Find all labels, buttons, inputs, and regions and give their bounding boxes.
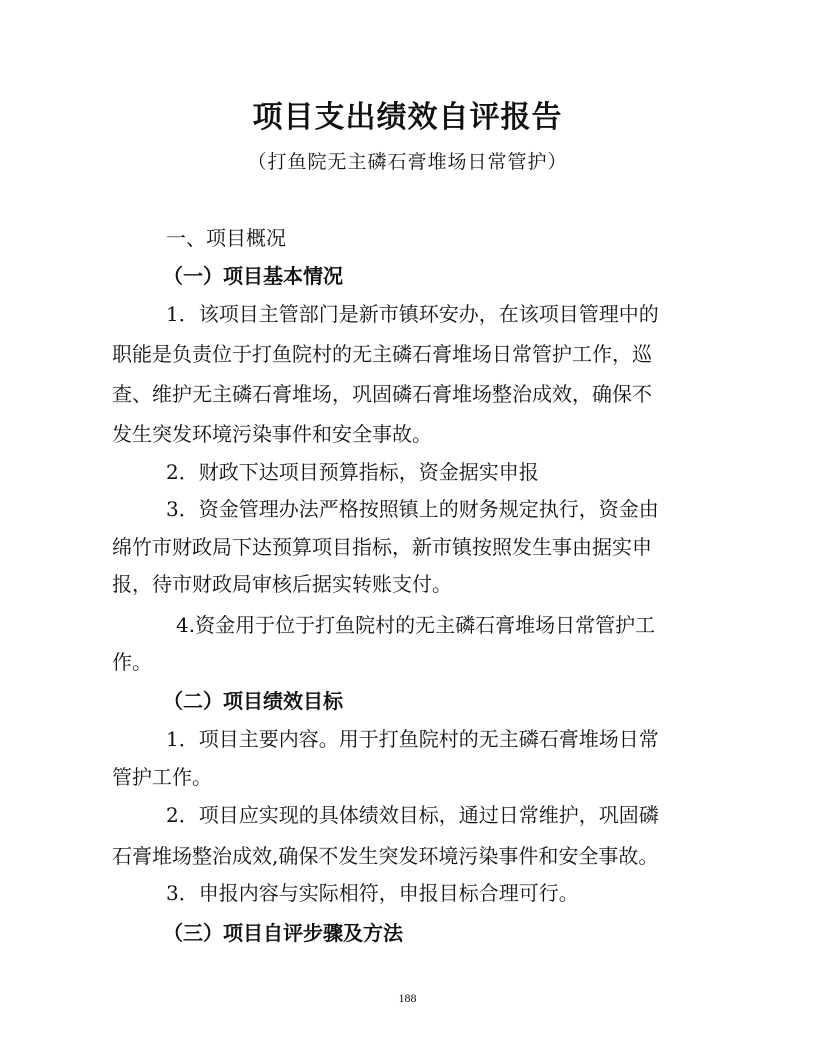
document-subtitle: （打鱼院无主磷石膏堆场日常管护） <box>247 151 568 173</box>
paragraph-line: 3．申报内容与实际相符，申报目标合理可行。 <box>166 881 579 905</box>
paragraph-line: 查、维护无主磷石膏堆场，巩固磷石膏堆场整治成效，确保不 <box>112 382 652 406</box>
document-title: 项目支出绩效自评报告 <box>252 100 563 135</box>
subsection-heading: （一）项目基本情况 <box>163 264 343 288</box>
paragraph-line: 2．财政下达项目预算指标，资金据实申报 <box>166 460 539 484</box>
subsection-heading: （二）项目绩效目标 <box>163 689 343 713</box>
paragraph-line: 2．项目应实现的具体绩效目标，通过日常维护，巩固磷 <box>166 803 659 827</box>
section-heading: 一、项目概况 <box>166 226 286 250</box>
paragraph-line: 报，待市财政局审核后据实转账支付。 <box>112 572 452 596</box>
paragraph-line: 管护工作。 <box>112 765 212 789</box>
page-number: 188 <box>398 991 417 1005</box>
subsection-heading: （三）项目自评步骤及方法 <box>163 921 403 945</box>
paragraph-line: 1．该项目主管部门是新市镇环安办，在该项目管理中的 <box>166 302 659 326</box>
paragraph-line: 4.资金用于位于打鱼院村的无主磷石膏堆场日常管护工 <box>176 613 656 637</box>
paragraph-line: 1．项目主要内容。用于打鱼院村的无主磷石膏堆场日常 <box>166 727 659 751</box>
paragraph-line: 绵竹市财政局下达预算项目指标，新市镇按照发生事由据实申 <box>112 535 652 559</box>
paragraph-line: 石膏堆场整治成效,确保不发生突发环境污染事件和安全事故。 <box>112 844 659 868</box>
paragraph-line: 作。 <box>112 650 152 674</box>
paragraph-line: 发生突发环境污染事件和安全事故。 <box>112 422 432 446</box>
paragraph-line: 3．资金管理办法严格按照镇上的财务规定执行，资金由 <box>166 497 659 521</box>
paragraph-line: 职能是负责位于打鱼院村的无主磷石膏堆场日常管护工作，巡 <box>112 342 652 366</box>
